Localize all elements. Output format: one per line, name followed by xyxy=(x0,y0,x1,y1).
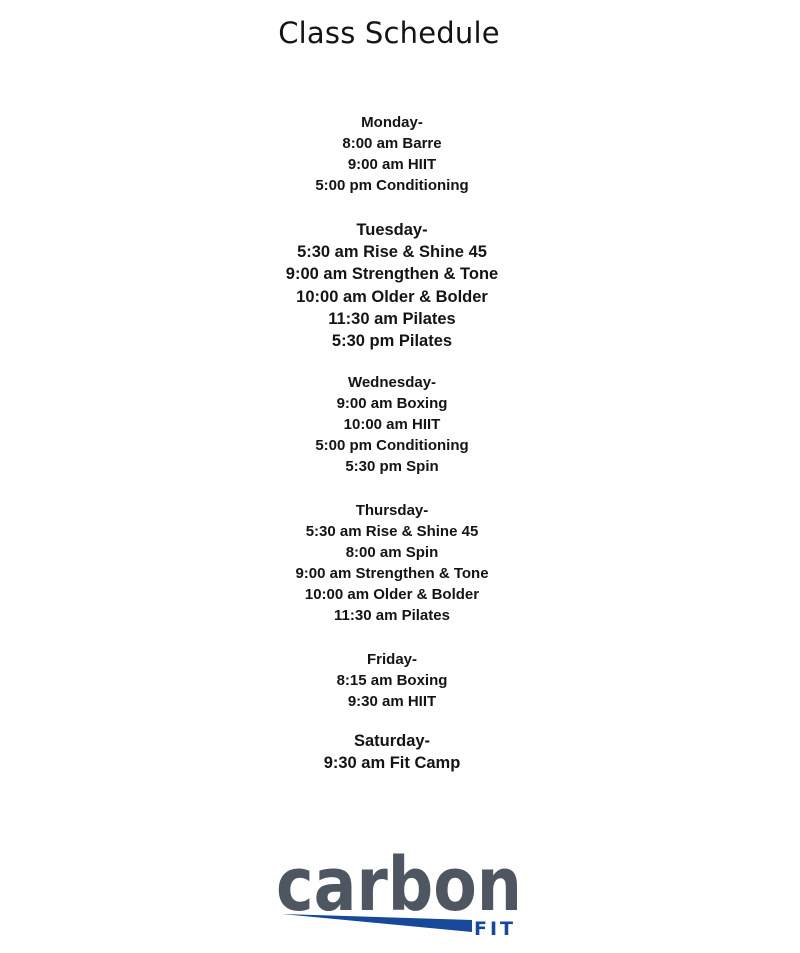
day-thursday xyxy=(0,500,784,626)
day-monday xyxy=(0,112,784,196)
class-entry: 9:00 am Strengthen & Tone xyxy=(285,265,499,284)
class-entry: 8:00 am Barre xyxy=(342,135,442,152)
day-heading: Saturday- xyxy=(353,732,431,750)
day-heading: Monday- xyxy=(361,114,423,131)
class-entry: 8:00 am Spin xyxy=(345,544,439,561)
class-entry: 9:00 am HIIT xyxy=(347,156,437,173)
class-entry: 10:00 am Older & Bolder xyxy=(304,586,480,603)
page-title: Class Schedule xyxy=(278,16,500,50)
class-entry: 8:15 am Boxing xyxy=(336,672,448,689)
carbon-fit-logo xyxy=(276,846,526,938)
class-entry: 11:30 am Pilates xyxy=(328,309,456,328)
day-heading: Wednesday- xyxy=(347,374,437,391)
day-tuesday xyxy=(0,219,784,352)
class-entry: 5:00 pm Conditioning xyxy=(315,177,469,194)
day-friday xyxy=(0,649,784,712)
class-entry: 5:00 pm Conditioning xyxy=(315,437,469,454)
logo-fit: FIT xyxy=(474,918,517,938)
day-saturday xyxy=(0,730,784,774)
day-wednesday xyxy=(0,372,784,477)
class-entry: 9:00 am Strengthen & Tone xyxy=(295,565,489,582)
logo-wordmark: carbon xyxy=(276,846,522,928)
class-entry: 10:00 am HIIT xyxy=(343,416,441,433)
class-entry: 9:00 am Boxing xyxy=(336,395,448,412)
class-entry: 5:30 am Rise & Shine 45 xyxy=(297,243,487,262)
class-entry: 5:30 pm Spin xyxy=(345,458,439,475)
class-entry: 5:30 am Rise & Shine 45 xyxy=(305,523,479,540)
day-heading: Friday- xyxy=(366,651,417,668)
day-heading: Thursday- xyxy=(355,502,429,519)
class-entry: 10:00 am Older & Bolder xyxy=(296,287,488,306)
class-entry: 9:30 am HIIT xyxy=(347,693,437,710)
class-entry: 5:30 pm Pilates xyxy=(331,332,453,351)
class-entry: 9:30 am Fit Camp xyxy=(323,754,461,773)
day-heading: Tuesday- xyxy=(356,221,428,239)
class-entry: 11:30 am Pilates xyxy=(334,607,450,624)
